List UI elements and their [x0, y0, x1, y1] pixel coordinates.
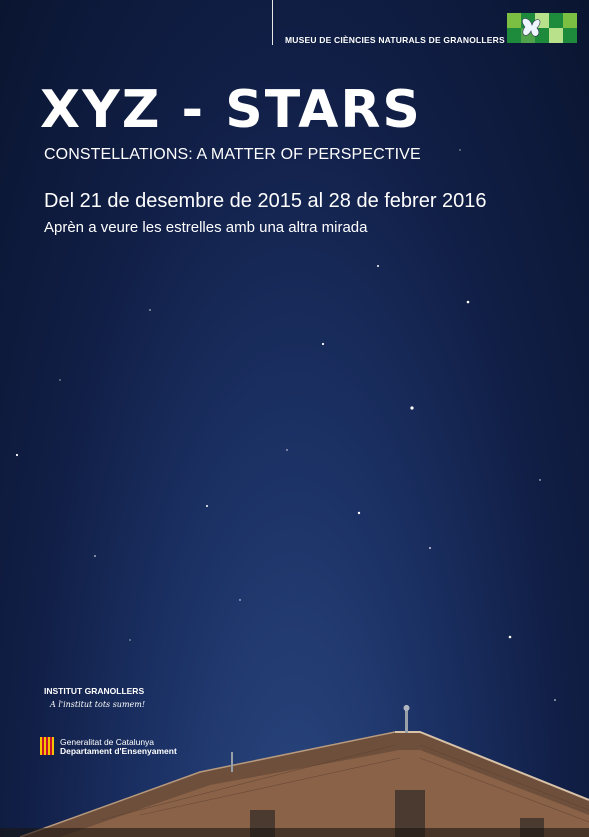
- star: [459, 149, 460, 150]
- star: [94, 555, 96, 557]
- institute-slogan: A l'institut tots sumem!: [50, 700, 146, 709]
- poster-tagline: Aprèn a veure les estrelles amb una altra mirada: [44, 219, 368, 236]
- star: [59, 379, 60, 380]
- header-divider: [272, 0, 273, 45]
- star: [429, 547, 431, 549]
- star: [509, 636, 512, 639]
- star: [410, 406, 413, 409]
- star: [358, 512, 360, 514]
- museum-name: MUSEU DE CIÈNCIES NATURALS DE GRANOLLERS: [285, 35, 505, 45]
- star: [286, 449, 287, 450]
- star: [467, 301, 470, 304]
- poster-title: XYZ - STARS: [40, 80, 422, 140]
- poster-subtitle: CONSTELLATIONS: A MATTER OF PERSPECTIVE: [44, 146, 421, 163]
- institute-name: INSTITUT GRANOLLERS: [44, 686, 145, 696]
- star: [377, 265, 379, 267]
- star: [149, 309, 150, 310]
- department-name: Departament d'Ensenyament: [60, 746, 177, 756]
- government-name: Generalitat de Catalunya: [60, 737, 155, 747]
- star: [16, 454, 18, 456]
- exhibition-dates: Del 21 de desembre de 2015 al 28 de febrer 2016: [44, 190, 487, 212]
- butterfly-grid-logo-icon: [507, 13, 577, 43]
- star: [539, 479, 540, 480]
- star: [129, 639, 130, 640]
- roof-illustration: [0, 690, 589, 837]
- star: [206, 505, 208, 507]
- star: [322, 343, 324, 345]
- star: [239, 599, 240, 600]
